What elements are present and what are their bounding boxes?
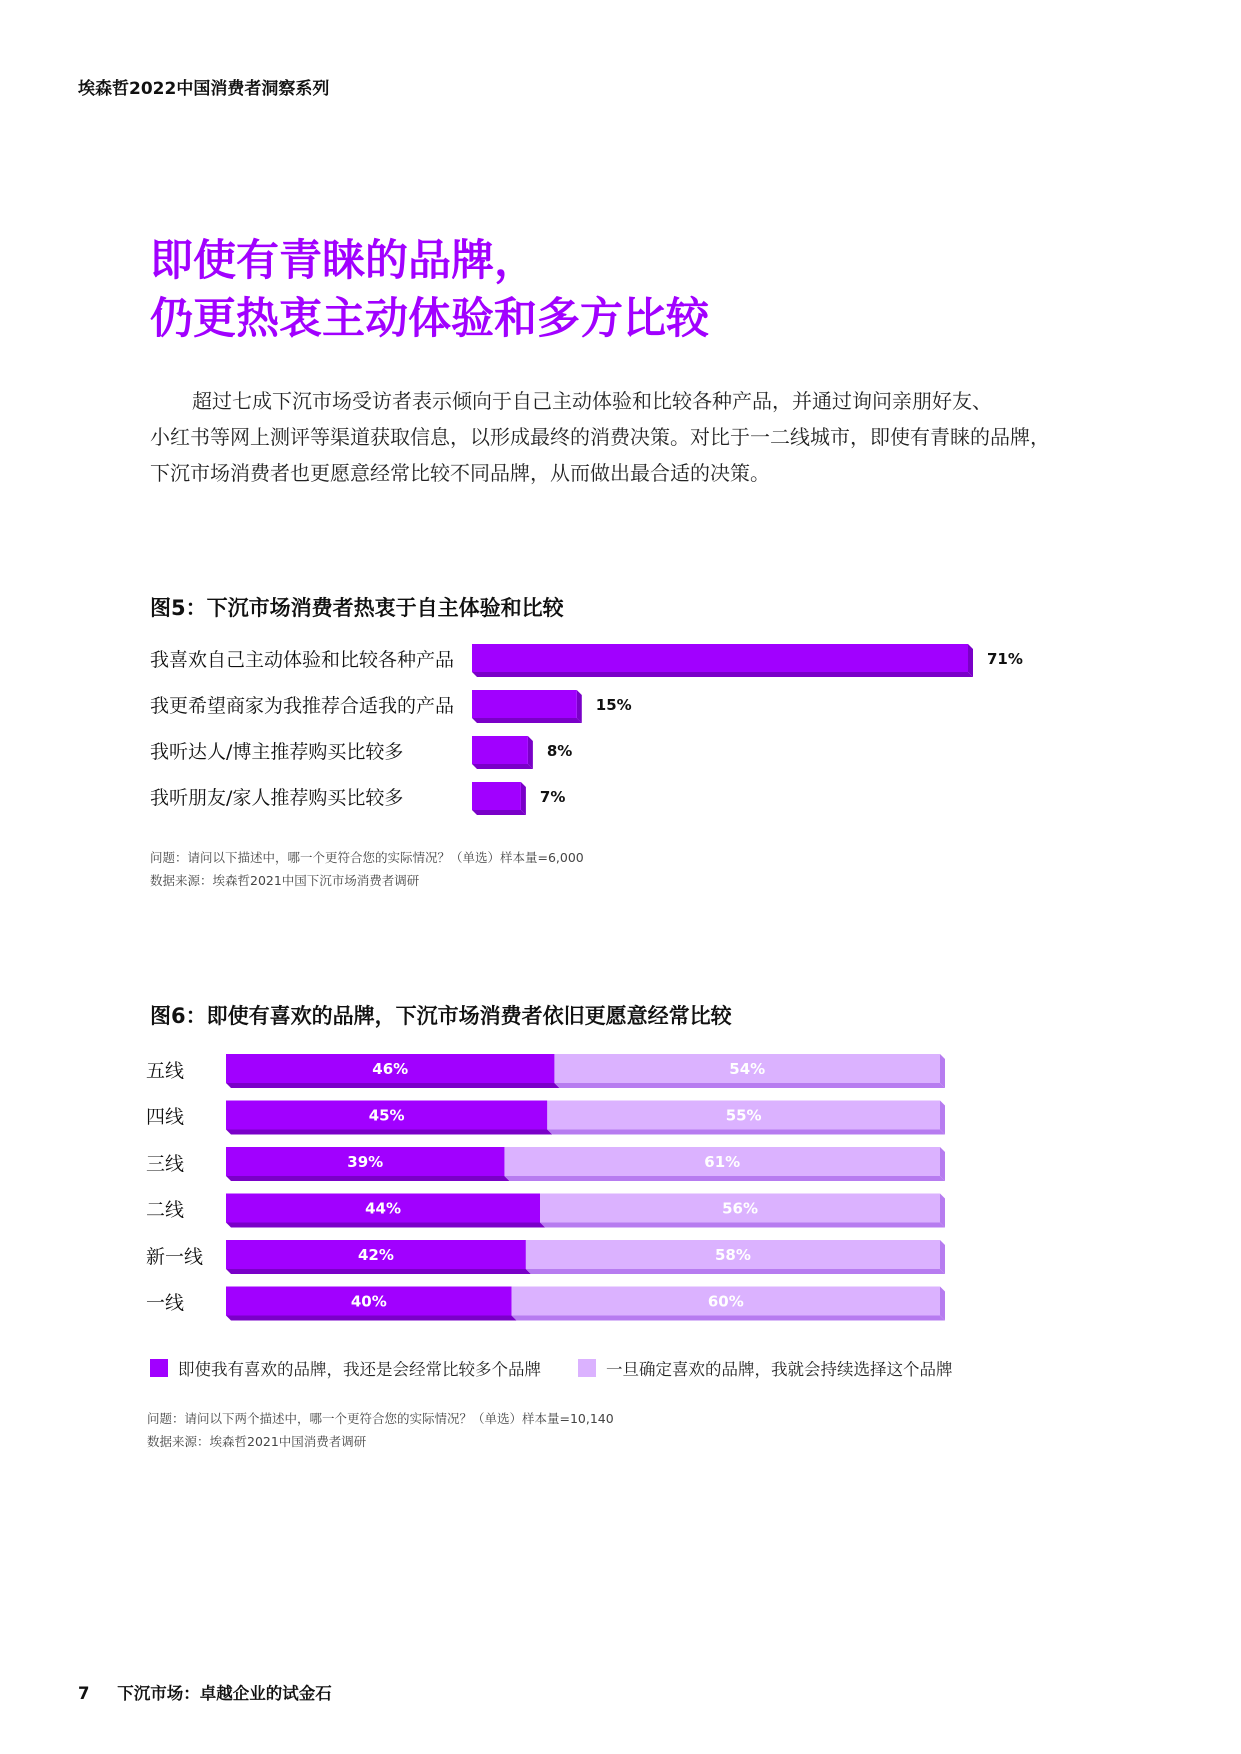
fig6-bar-bottom-edge [504,1176,945,1181]
fig5-value-label: 8% [546,742,573,760]
figure-6-legend [150,1356,1050,1382]
figure-5-title: 图5：下沉市场消费者热衷于自主体验和比较 [150,596,564,620]
fig6-category-label: 二线 [146,1199,185,1221]
fig5-bar [472,736,528,764]
fig5-bar [472,644,968,672]
fig5-bar [472,782,521,810]
figure-6-chart [146,1046,966,1326]
report-series-title: 埃森哲2022中国消费者洞察系列 [78,79,330,99]
figure-5-chart [150,636,1050,816]
fig6-value-label: 54% [729,1060,766,1078]
fig6-category-label: 新一线 [146,1246,204,1268]
fig5-bar-bottom-edge [472,764,533,769]
fig6-bar-bottom-edge [526,1269,945,1274]
fig5-bar [472,690,577,718]
intro-paragraph-line-1: 超过七成下沉市场受访者表示倾向于自己主动体验和比较各种产品，并通过询问亲朋好友、 [192,389,992,413]
fig6-bar-side-edge [940,1240,945,1274]
fig6-bar-side-edge [940,1054,945,1088]
figure-6-bars [146,1046,966,1326]
fig6-bar-side-edge [940,1194,945,1228]
fig6-value-label: 44% [365,1199,402,1218]
legend-label: 即使我有喜欢的品牌，我还是会经常比较多个品牌 [178,1360,541,1379]
fig6-value-label: 56% [722,1199,759,1218]
fig5-value-label: 15% [595,696,632,714]
page-footer [78,1680,332,1704]
fig5-category-label: 我听朋友/家人推荐购买比较多 [150,787,404,809]
figure-5-question-note: 问题：请问以下描述中，哪一个更符合您的实际情况？（单选）样本量=6,000 [150,850,584,865]
fig5-bar-side-edge [528,736,533,769]
fig5-bar-bottom-edge [472,810,526,815]
figure-6-title: 图6：即使有喜欢的品牌，下沉市场消费者依旧更愿意经常比较 [150,1004,732,1028]
intro-paragraph-line-3: 下沉市场消费者也更愿意经常比较不同品牌，从而做出最合适的决策。 [150,461,770,485]
fig6-value-label: 42% [357,1246,394,1264]
intro-paragraph [150,383,1070,491]
legend-swatch-purple [150,1359,168,1377]
fig6-category-label: 一线 [146,1292,185,1314]
figure-5-bars [150,636,1050,816]
fig6-bar-side-edge [940,1101,945,1135]
fig5-bar-bottom-edge [472,718,582,723]
fig6-bar-side-edge [940,1147,945,1181]
fig6-bar-bottom-edge [226,1176,509,1181]
fig6-bar-bottom-edge [540,1223,945,1228]
fig6-bar-bottom-edge [512,1316,945,1321]
fig6-bar-bottom-edge [226,1223,545,1228]
fig5-bar-side-edge [968,644,973,677]
footer-report-title: 下沉市场：卓越企业的试金石 [117,1684,332,1703]
page-number: 7 [78,1684,90,1703]
fig6-value-label: 55% [725,1106,762,1125]
fig5-category-label: 我更希望商家为我推荐合适我的产品 [150,695,455,717]
fig5-bar-bottom-edge [472,672,973,677]
fig6-bar-bottom-edge [226,1083,559,1088]
fig6-value-label: 45% [368,1106,405,1125]
fig6-bar-bottom-edge [226,1316,517,1321]
fig6-value-label: 39% [347,1153,384,1171]
fig6-bar-bottom-edge [547,1130,945,1135]
figure-6-source-note: 数据来源：埃森哲2021中国消费者调研 [147,1434,367,1449]
fig6-value-label: 60% [707,1292,744,1311]
figure-6-notes [147,1407,614,1453]
page-title-line-2: 仍更热衷主动体验和多方比较 [150,294,709,344]
page-title-line-1: 即使有青睐的品牌， [150,236,537,286]
fig6-category-label: 四线 [146,1106,185,1128]
fig5-value-label: 71% [987,650,1023,668]
figure-5-notes [150,846,584,892]
figure-6-question-note: 问题：请问以下两个描述中，哪一个更符合您的实际情况？（单选）样本量=10,140 [147,1411,614,1426]
figure-5-source-note: 数据来源：埃森哲2021中国下沉市场消费者调研 [150,873,420,888]
fig6-category-label: 五线 [146,1060,185,1082]
intro-paragraph-line-2: 小红书等网上测评等渠道获取信息，以形成最终的消费决策。对比于一二线城市，即使有青睐的品牌， [150,425,1050,449]
fig5-value-label: 7% [539,788,566,806]
fig6-category-label: 三线 [146,1153,185,1175]
fig6-value-label: 58% [714,1246,751,1264]
legend-item-loyal [578,1356,953,1380]
page-title [150,232,709,348]
legend-item-compare [150,1356,541,1380]
fig5-bar-side-edge [577,690,582,723]
fig6-value-label: 46% [372,1060,409,1078]
legend-label: 一旦确定喜欢的品牌，我就会持续选择这个品牌 [606,1360,953,1379]
fig6-value-label: 61% [704,1153,741,1171]
fig6-value-label: 40% [350,1292,387,1311]
legend-swatch-light-purple [578,1359,596,1377]
fig5-category-label: 我听达人/博主推荐购买比较多 [150,741,404,763]
fig5-bar-side-edge [521,782,526,815]
fig6-bar-bottom-edge [226,1130,552,1135]
fig5-category-label: 我喜欢自己主动体验和比较各种产品 [150,649,455,671]
fig6-bar-side-edge [940,1287,945,1321]
fig6-bar-bottom-edge [554,1083,945,1088]
fig6-bar-bottom-edge [226,1269,531,1274]
